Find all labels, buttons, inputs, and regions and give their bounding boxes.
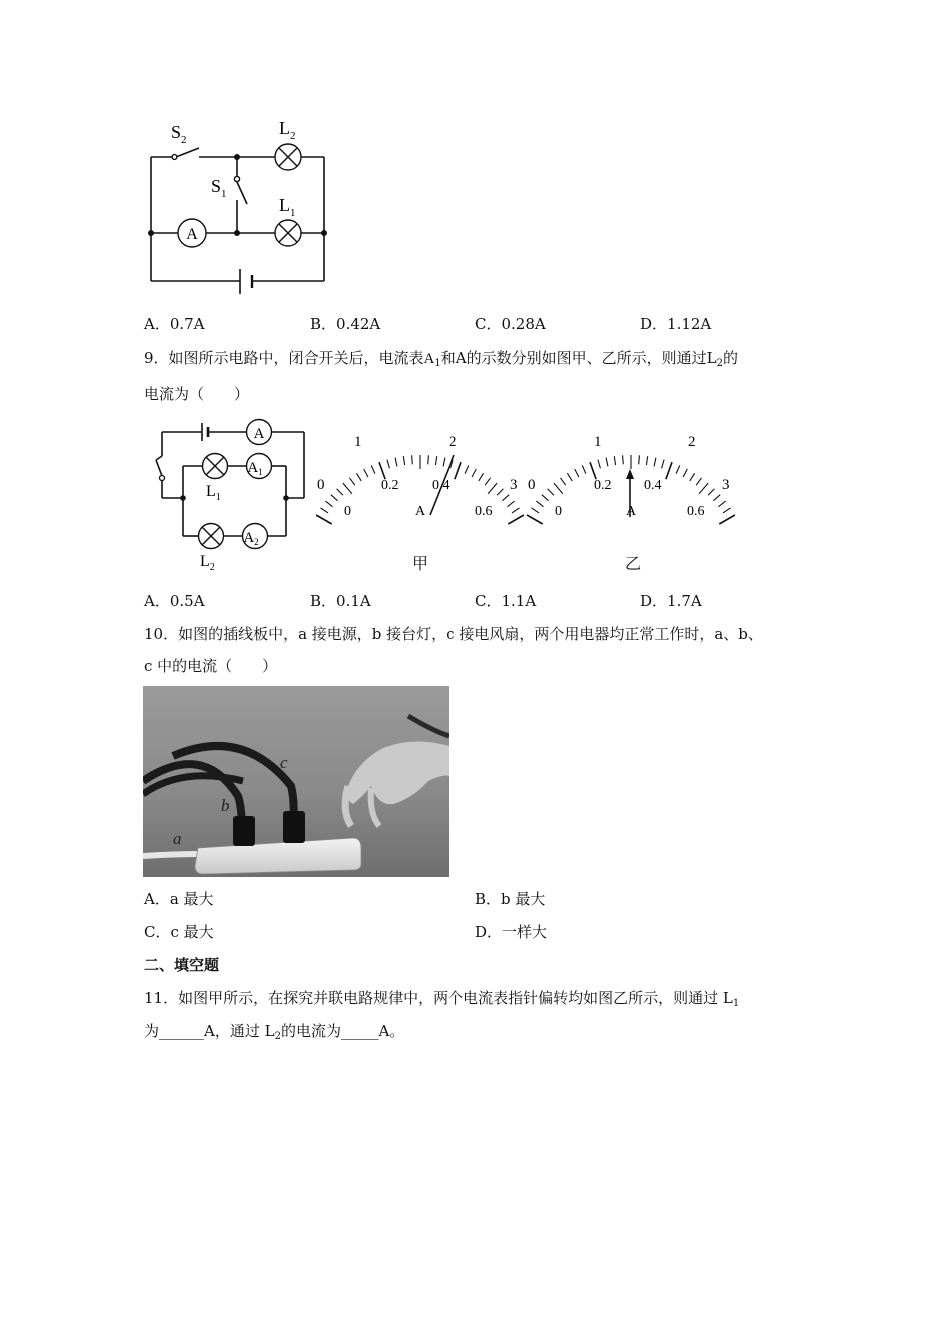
dial-tick: [350, 478, 355, 485]
svg-text:2: 2: [688, 434, 696, 450]
dial-tick: [575, 469, 579, 477]
dial-tick: [696, 478, 701, 485]
dial-tick: [567, 473, 572, 481]
svg-text:0: 0: [344, 504, 351, 519]
dial-tick: [690, 473, 695, 481]
power-strip-photo: [143, 686, 449, 877]
svg-text:L2: $L_2$: [200, 553, 215, 573]
svg-text:L1: $L_1$: [279, 195, 296, 219]
dial-tick: [590, 462, 596, 479]
q8-option-d[interactable]: D．1.12A: [640, 315, 712, 333]
dial-tick: [548, 489, 554, 496]
dial-tick: [536, 501, 543, 507]
dial-tick: [719, 501, 726, 507]
dial-tick: [683, 469, 687, 477]
dial-tick: [455, 462, 461, 479]
dial-tick: [337, 489, 343, 496]
dial-tick: [412, 455, 413, 464]
q9-ammeter-a1-icon: [247, 454, 272, 479]
svg-text:a: a: [173, 829, 182, 848]
q9-option-a[interactable]: A．0.5A: [144, 592, 205, 610]
dial-tick: [512, 508, 520, 513]
dial-tick: [532, 508, 540, 513]
svg-text:L1: $L_1$: [206, 483, 221, 503]
q8-option-a[interactable]: A．0.7A: [144, 315, 205, 333]
q9-question-line2: 电流为（ ）: [144, 385, 250, 403]
q9-option-b[interactable]: B．0.1A: [310, 592, 371, 610]
q10-question-line1: 10．如图的插线板中，a 接电源，b 接台灯，c 接电风扇，两个用电器均正常工作时，a、b、: [144, 625, 763, 643]
dial-tick: [325, 501, 332, 507]
dial-tick: [403, 456, 404, 465]
svg-text:2: 2: [449, 434, 457, 450]
dial-tick: [708, 489, 714, 496]
dial-tick: [666, 462, 672, 479]
svg-text:S1: $S_1$: [211, 176, 227, 200]
dial-tick: [508, 501, 515, 507]
svg-text:S2: $S_2$: [171, 122, 187, 146]
q9-ammeter-a2-icon: [243, 524, 268, 549]
dial-tick: [699, 483, 708, 494]
dial-tick: [435, 456, 436, 465]
dial-tick: [343, 483, 352, 494]
q10-option-b[interactable]: B．b 最大: [475, 890, 546, 908]
meter-yi-dial: [526, 425, 736, 525]
svg-text:b: b: [221, 796, 230, 815]
q10-option-c[interactable]: C．c 最大: [144, 923, 214, 941]
lamp-l1-icon: [275, 220, 301, 246]
q9-option-d[interactable]: D．1.7A: [640, 592, 702, 610]
dial-tick: [561, 478, 566, 485]
svg-text:A: A: [186, 226, 198, 243]
svg-text:A2: $A_2$: [243, 530, 259, 547]
dial-tick: [472, 469, 476, 477]
meter-yi-caption: 乙: [625, 554, 642, 573]
dial-tick: [606, 458, 608, 467]
q10-option-d[interactable]: D．一样大: [475, 923, 548, 941]
svg-text:c: c: [280, 753, 288, 772]
q11-question-line2: 为______A，通过 $L_2$的电流为_____A。: [144, 1022, 405, 1042]
dial-tick: [387, 460, 390, 469]
svg-text:0.6: 0.6: [687, 504, 705, 519]
dial-tick: [719, 515, 735, 524]
dial-tick: [364, 469, 368, 477]
svg-text:0: 0: [528, 477, 536, 493]
dial-tick: [485, 478, 490, 485]
dial-tick: [662, 460, 665, 469]
svg-text:A: A: [415, 504, 426, 519]
svg-text:0.4: 0.4: [644, 478, 662, 493]
dial-tick: [654, 458, 656, 467]
svg-text:3: 3: [510, 477, 518, 493]
section-title-fill-in: 二、填空题: [144, 956, 220, 974]
q9-ammeter-a-icon: [247, 420, 272, 445]
svg-text:0.4: 0.4: [432, 478, 450, 493]
dial-tick: [443, 458, 445, 467]
svg-text:1: 1: [594, 434, 602, 450]
dial-tick: [395, 458, 397, 467]
svg-text:3: 3: [722, 477, 730, 493]
svg-text:0: 0: [555, 504, 562, 519]
lamp-l2-icon: [275, 144, 301, 170]
dial-tick: [623, 455, 624, 464]
dial-tick: [723, 508, 731, 513]
q9-lamp-l2-icon: [199, 524, 224, 549]
q10-option-a[interactable]: A．a 最大: [144, 890, 214, 908]
svg-text:L2: $L_2$: [279, 118, 296, 142]
dial-tick: [379, 462, 385, 479]
q9-question-line1: 9．如图所示电路中，闭合开关后，电流表$A_1$和A的示数分别如图甲、乙所示，则通过$L_2$的: [144, 349, 738, 369]
dial-tick: [598, 460, 601, 469]
dial-tick: [479, 473, 484, 481]
svg-text:A: A: [626, 504, 637, 519]
q10-question-line2: c 中的电流（ ）: [144, 657, 278, 675]
dial-tick: [316, 515, 332, 524]
q11-question-line1: 11．如图甲所示，在探究并联电路规律中，两个电流表指针偏转均如图乙所示，则通过 $L_1$: [144, 989, 740, 1009]
q8-option-b[interactable]: B．0.42A: [310, 315, 381, 333]
dial-tick: [356, 473, 361, 481]
dial-tick: [639, 455, 640, 464]
dial-tick: [582, 465, 586, 473]
dial-tick: [554, 483, 563, 494]
dial-tick: [676, 465, 680, 473]
dial-tick: [508, 515, 524, 524]
dial-tick: [465, 465, 469, 473]
dial-tick: [646, 456, 647, 465]
q8-option-c[interactable]: C．0.28A: [475, 315, 546, 333]
svg-text:A: A: [253, 426, 265, 442]
svg-text:0: 0: [317, 477, 325, 493]
svg-text:0.6: 0.6: [475, 504, 493, 519]
q9-circuit-diagram: [142, 418, 317, 576]
svg-text:0.2: 0.2: [381, 478, 399, 493]
dial-tick: [527, 515, 543, 524]
dial-tick: [428, 455, 429, 464]
meter-jia-dial: [315, 425, 525, 525]
dial-tick: [488, 483, 497, 494]
q8-circuit-diagram: [135, 112, 345, 307]
dial-tick: [331, 495, 338, 501]
dial-tick: [503, 495, 510, 501]
svg-text:1: 1: [354, 434, 362, 450]
dial-tick: [614, 456, 615, 465]
q9-lamp-l1-icon: [203, 454, 228, 479]
dial-tick: [321, 508, 329, 513]
dial-tick: [371, 465, 375, 473]
q9-option-c[interactable]: C．1.1A: [475, 592, 537, 610]
dial-tick: [497, 489, 503, 496]
ammeter-icon: [178, 219, 206, 247]
svg-text:A1: $A_1$: [247, 460, 263, 477]
dial-tick: [714, 495, 721, 501]
svg-text:0.2: 0.2: [594, 478, 612, 493]
dial-tick: [542, 495, 549, 501]
meter-jia-caption: 甲: [412, 554, 429, 573]
